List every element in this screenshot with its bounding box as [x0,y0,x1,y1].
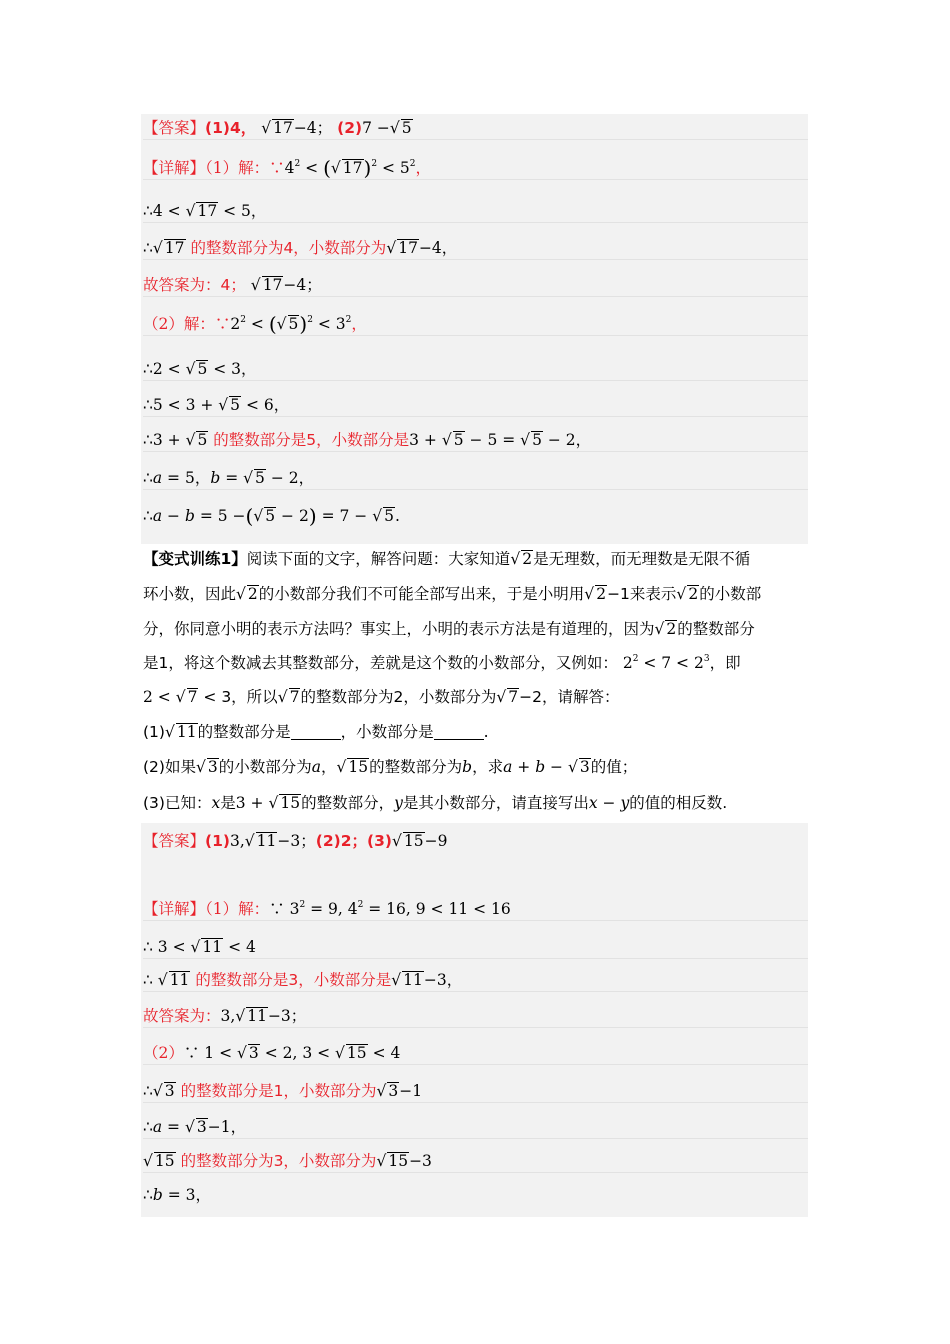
detail2-line-1: 【详解】（1）解：∵ $3^2 = 9$, $4^2 = 16$, 9 < 11 < 16 [143,898,808,921]
answer-line-2: 【答案】(1)3,√ 11−3；(2)2；(3)√ 15−9 [143,832,448,850]
detail2-line-8: √ 15 的整数部分为3，小数部分为√ 15−3 [143,1150,808,1173]
detail-tag-2: 【详解】 [143,900,206,918]
exercise-line-1: 【变式训练1】阅读下面的文字，解答问题：大家知道√ 2是无理数，而无理数是无限不循 [143,550,751,568]
answer-line-1: 【答案】(1)4， √ 17−4； (2)7 −√ 5 [143,117,808,140]
detail-line-5: （2）解：$\because 2^2$ < (√ $5)^2 < 3^2$， [143,313,808,336]
detail2-line-9: ∴b = 3， [143,1186,212,1204]
detail2-line-6: ∴√ 3 的整数部分是1，小数部分为√ 3−1 [143,1080,808,1103]
detail-line-1: 【详解】（1）解：$\because 4^2$ < (√ $17)^2 < 5^2$， [143,157,808,180]
answer-tag-2: 【答案】 [143,832,206,850]
exercise-tag: 【变式训练1】 [143,550,247,568]
answer-blank-1 [291,725,341,740]
detail2-line-7: ∴a = √ 3−1， [143,1116,808,1139]
detail-line-6: ∴2 < √ 5 < 3， [143,358,808,381]
exercise-line-5: 2 < √ 7 < 3，所以√ 7的整数部分为2，小数部分为√ 7−2，请解答： [143,688,620,706]
detail-line-2: ∴4 < √ 17 < 5， [143,200,808,223]
detail-line-3: ∴√ 17 的整数部分为4，小数部分为√ 17−4， [143,237,808,260]
exercise-line-2: 环小数，因此√ 2的小数部分我们不可能全部写出来，于是小明用√ 2−1来表示√ 2的小数部 [143,585,762,603]
detail2-line-5: （2）∵ 1 < √ 3 < 2, 3 < √ 15 < 4 [143,1042,808,1065]
detail-line-8: ∴3 + √ 5 的整数部分是5，小数部分是3 + √ 5 − 5 = √ 5 − 2， [143,429,808,452]
subquestion-1: (1)√ 11的整数部分是 ，小数部分是 . [143,723,489,741]
detail-line-9: ∴a = 5，b = √ 5 − 2， [143,467,808,490]
detail-line-4: 故答案为：4； √ 17−4； [143,274,808,297]
exercise-line-4: 是1，将这个数减去其整数部分，差就是这个数的小数部分，又例如： $2^2 < 7 < 2^3$，即 [143,654,741,672]
detail2-line-3: ∴ √ 11 的整数部分是3，小数部分是√ 11−3， [143,969,808,992]
answer-tag: 【答案】 [143,119,206,137]
detail-tag: 【详解】 [143,159,206,177]
detail2-line-4: 故答案为：3,√ 11−3； [143,1005,808,1028]
detail-line-10: ∴a − b = 5 −(√ 5 − 2) = 7 − √ 5. [143,504,400,528]
subquestion-2: (2)如果√ 3的小数部分为a，√ 15的整数部分为b，求a + b − √ 3的值； [143,758,638,776]
detail2-line-2: ∴ 3 < √ 11 < 4 [143,936,808,959]
detail-line-7: ∴5 < 3 + √ 5 < 6， [143,394,808,417]
exercise-line-3: 分，你同意小明的表示方法吗？事实上，小明的表示方法是有道理的，因为√ 2的整数部分 [143,620,755,638]
answer-blank-2 [434,725,484,740]
subquestion-3: (3)已知：x是3 + √ 15的整数部分，y是其小数部分，请直接写出x − y的值的相反数. [143,794,728,812]
